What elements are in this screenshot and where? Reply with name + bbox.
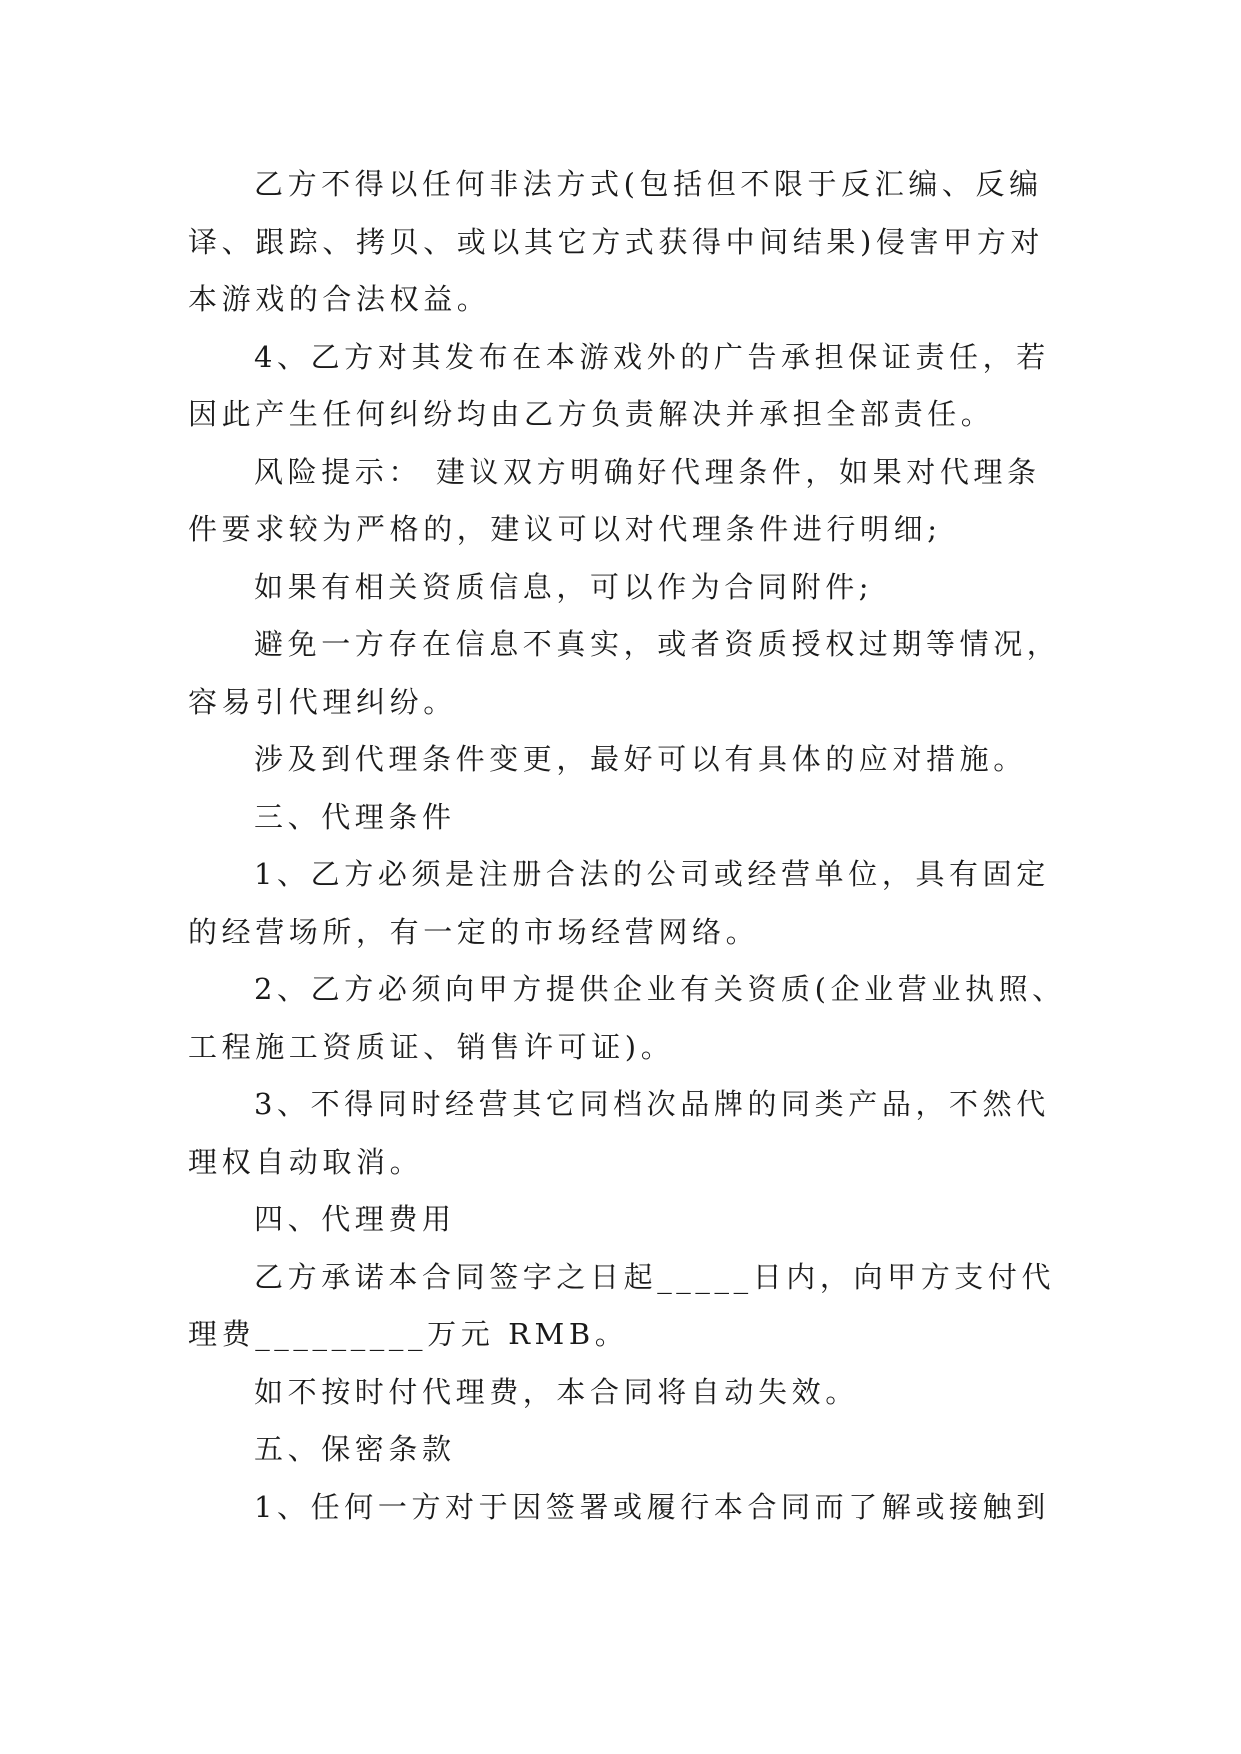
paragraph-line: 因此产生任何纠纷均由乙方负责解决并承担全部责任。: [188, 397, 995, 431]
paragraph-line: 容易引代理纠纷。: [188, 684, 457, 719]
paragraph-line: 1、乙方必须是注册合法的公司或经营单位，具有固定: [254, 857, 1050, 891]
paragraph-line: 理费_________万元 RMB。: [188, 1317, 629, 1351]
section-heading: 三、代理条件: [254, 799, 456, 834]
paragraph-line: 工程施工资质证、销售许可证)。: [188, 1029, 675, 1064]
paragraph-line: 译、跟踪、拷贝、或以其它方式获得中间结果)侵害甲方对: [188, 224, 1044, 259]
paragraph-line: 2、乙方必须向甲方提供企业有关资质(企业营业执照、: [254, 972, 1066, 1006]
paragraph-line: 1、任何一方对于因签署或履行本合同而了解或接触到: [254, 1489, 1050, 1524]
document-body: [188, 156, 1068, 1536]
section-heading: 四、代理费用: [254, 1202, 456, 1236]
paragraph-line: 避免一方存在信息不真实，或者资质授权过期等情况，: [254, 627, 1061, 661]
section-heading: 五、保密条款: [254, 1432, 456, 1466]
paragraph-line: 3、不得同时经营其它同档次品牌的同类产品，不然代: [254, 1087, 1050, 1121]
paragraph-line: 件要求较为严格的，建议可以对代理条件进行明细;: [188, 512, 942, 546]
paragraph-line: 涉及到代理条件变更，最好可以有具体的应对措施。: [254, 742, 1027, 776]
paragraph-line: 如果有相关资质信息，可以作为合同附件;: [254, 569, 874, 604]
paragraph-line: 如不按时付代理费，本合同将自动失效。: [254, 1374, 859, 1409]
paragraph-line: 理权自动取消。: [188, 1144, 424, 1179]
paragraph-line: 风险提示： 建议双方明确好代理条件，如果对代理条: [254, 454, 1041, 489]
paragraph-line: 的经营场所，有一定的市场经营网络。: [188, 914, 760, 949]
paragraph-line: 本游戏的合法权益。: [188, 282, 491, 316]
paragraph-line: 乙方承诺本合同签字之日起_____日内，向甲方支付代: [254, 1259, 1056, 1294]
paragraph-line: 4、乙方对其发布在本游戏外的广告承担保证责任，若: [254, 339, 1050, 374]
paragraph-line: 乙方不得以任何非法方式(包括但不限于反汇编、反编: [254, 167, 1043, 201]
